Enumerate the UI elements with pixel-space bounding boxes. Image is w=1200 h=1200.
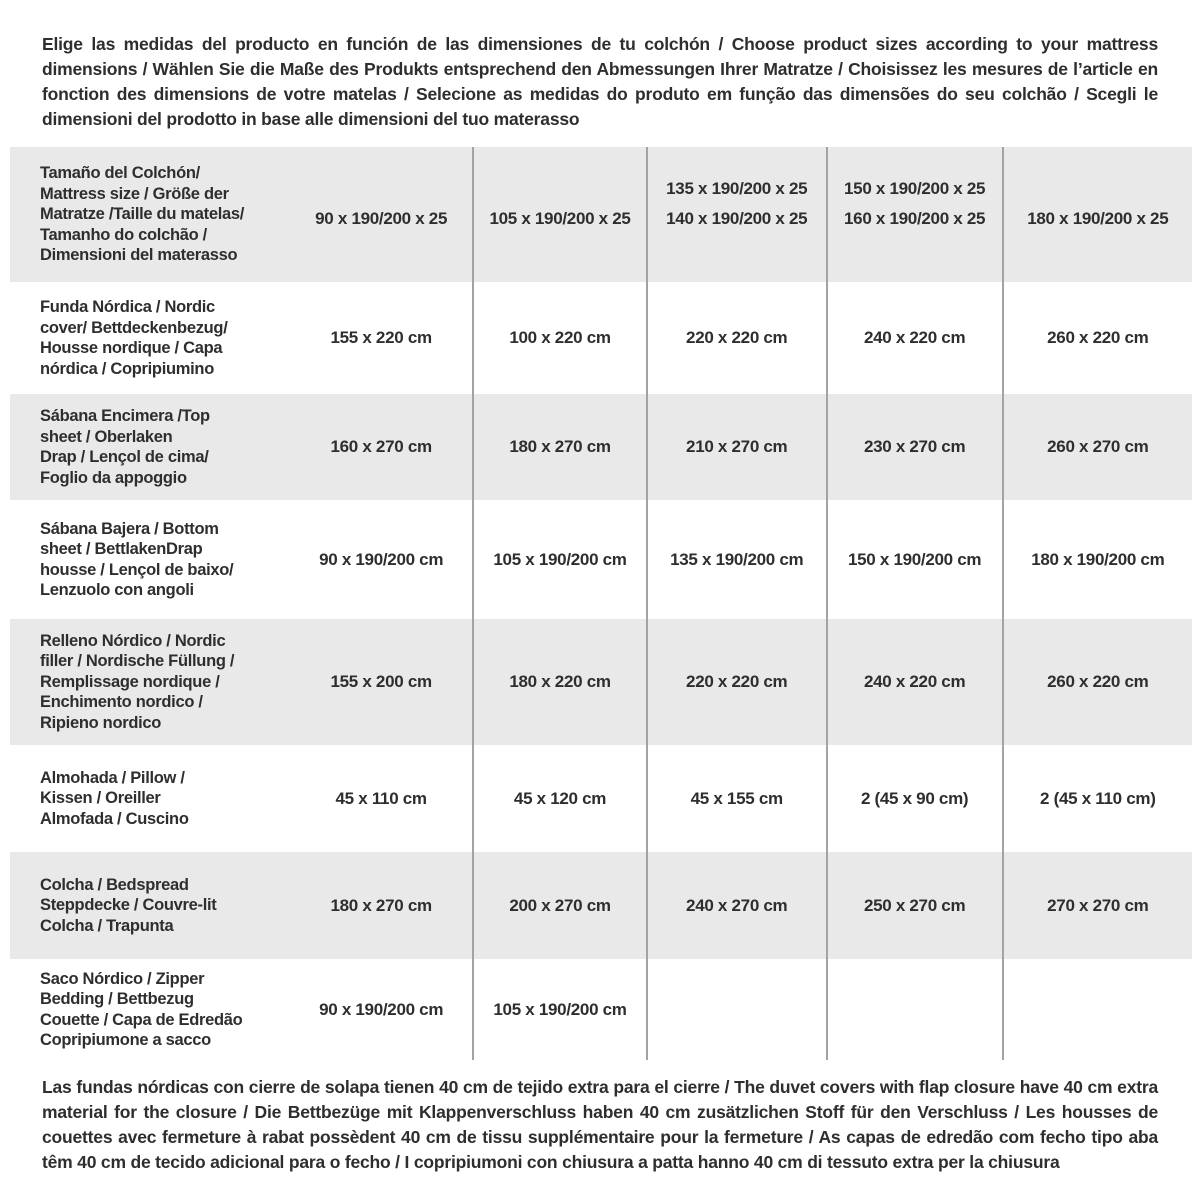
size-cell: 45 x 155 cm (646, 745, 826, 852)
size-cell: 260 x 220 cm (1002, 619, 1192, 745)
size-cell: 230 x 270 cm (826, 394, 1002, 500)
intro-text: Elige las medidas del producto en función de las dimensiones de tu colchón / Choose product sizes according to your mattress dimensions / Wählen Sie die Maße des Produkts entsprechend den Abmessungen Ihrer Matratze / Choisissez les mesures de l’article en fonction des dimensions de votre matelas / Selecione as medidas do produto em função das dimensões do seu colchão / Scegli le dimensioni del prodotto in base alle dimensioni del tuo materasso (42, 34, 1158, 129)
table-row (10, 500, 1192, 619)
size-cell: 2 (45 x 110 cm) (1002, 745, 1192, 852)
mattress-size-header-label: Tamaño del Colchón/ Mattress size / Größe der Matratze /Taille du matelas/ Tamanho do colchão / Dimensioni del materasso (40, 164, 245, 265)
table-row (10, 394, 1192, 500)
size-cell: 260 x 220 cm (1002, 282, 1192, 394)
size-table (10, 147, 1192, 1060)
size-cell: 155 x 200 cm (330, 672, 432, 691)
header-row (10, 147, 1192, 282)
size-cell: 45 x 120 cm (472, 745, 646, 852)
mattress-size-col-4: 150 x 190/200 x 25 160 x 190/200 x 25 (826, 147, 1002, 282)
row-label: Sábana Encimera /Top sheet / Oberlaken Drap / Lençol de cima/ Foglio da appoggio (40, 407, 210, 487)
size-cell: 220 x 220 cm (646, 619, 826, 745)
row-label: Relleno Nórdico / Nordic filler / Nordische Füllung / Remplissage nordique / Enchimento nordico / Ripieno nordico (40, 631, 235, 732)
mattress-size-col-2: 105 x 190/200 x 25 (472, 147, 646, 282)
size-cell: 135 x 190/200 cm (646, 500, 826, 619)
size-cell (646, 959, 826, 1060)
mattress-size-col-1: 90 x 190/200 x 25 (315, 209, 448, 228)
table-row (10, 745, 1192, 852)
table-row (10, 852, 1192, 959)
row-label: Sábana Bajera / Bottom sheet / BettlakenDrap housse / Lençol de baixo/ Lenzuolo con angoli (40, 519, 234, 599)
size-cell: 105 x 190/200 cm (472, 959, 646, 1060)
row-label: Almohada / Pillow / Kissen / Oreiller Almofada / Cuscino (40, 768, 189, 828)
size-cell: 240 x 270 cm (646, 852, 826, 959)
size-cell: 240 x 220 cm (826, 619, 1002, 745)
size-cell: 200 x 270 cm (472, 852, 646, 959)
size-cell: 240 x 220 cm (826, 282, 1002, 394)
size-cell: 105 x 190/200 cm (472, 500, 646, 619)
row-label: Saco Nórdico / Zipper Bedding / Bettbezug Couette / Capa de Edredão Copripiumone a sacco (40, 969, 243, 1049)
size-cell: 180 x 270 cm (472, 394, 646, 500)
size-cell (1002, 959, 1192, 1060)
size-cell: 260 x 270 cm (1002, 394, 1192, 500)
row-label: Funda Nórdica / Nordic cover/ Bettdeckenbezug/ Housse nordique / Capa nórdica / Copripiumino (40, 298, 228, 378)
table-row (10, 619, 1192, 745)
size-cell: 100 x 220 cm (472, 282, 646, 394)
size-cell: 270 x 270 cm (1002, 852, 1192, 959)
table-row (10, 959, 1192, 1060)
size-cell: 180 x 220 cm (472, 619, 646, 745)
size-cell: 90 x 190/200 cm (319, 549, 444, 569)
mattress-size-col-5: 180 x 190/200 x 25 (1002, 147, 1192, 282)
size-cell: 90 x 190/200 cm (319, 999, 444, 1019)
size-cell: 2 (45 x 90 cm) (826, 745, 1002, 852)
size-cell: 220 x 220 cm (646, 282, 826, 394)
size-cell: 45 x 110 cm (335, 788, 427, 808)
size-cell: 150 x 190/200 cm (826, 500, 1002, 619)
size-cell (826, 959, 1002, 1060)
size-cell: 160 x 270 cm (330, 437, 432, 456)
size-cell: 180 x 190/200 cm (1002, 500, 1192, 619)
size-cell: 180 x 270 cm (330, 895, 432, 915)
footnote-text: Las fundas nórdicas con cierre de solapa tienen 40 cm de tejido extra para el cierre / The duvet covers with flap closure have 40 cm extra material for the closure / Die Bettbezüge mit Klappenverschluss haben 40 cm zusätzlichen Stoff für den Verschluss / Les housses de couettes avec fermeture à rabat possèdent 40 cm de tissu supplémentaire pour la fermeture / As capas de edredão com fecho tipo aba têm 40 cm de tecido adicional para o fecho / I copripiumoni con chiusura a patta hanno 40 cm di tessuto extra per la chiusura (42, 1077, 1158, 1172)
size-cell: 250 x 270 cm (826, 852, 1002, 959)
row-label: Colcha / Bedspread Steppdecke / Couvre-lit Colcha / Trapunta (40, 875, 217, 935)
size-cell: 210 x 270 cm (646, 394, 826, 500)
size-cell: 155 x 220 cm (330, 328, 432, 347)
mattress-size-col-3: 135 x 190/200 x 25 140 x 190/200 x 25 (646, 147, 826, 282)
table-row (10, 282, 1192, 394)
